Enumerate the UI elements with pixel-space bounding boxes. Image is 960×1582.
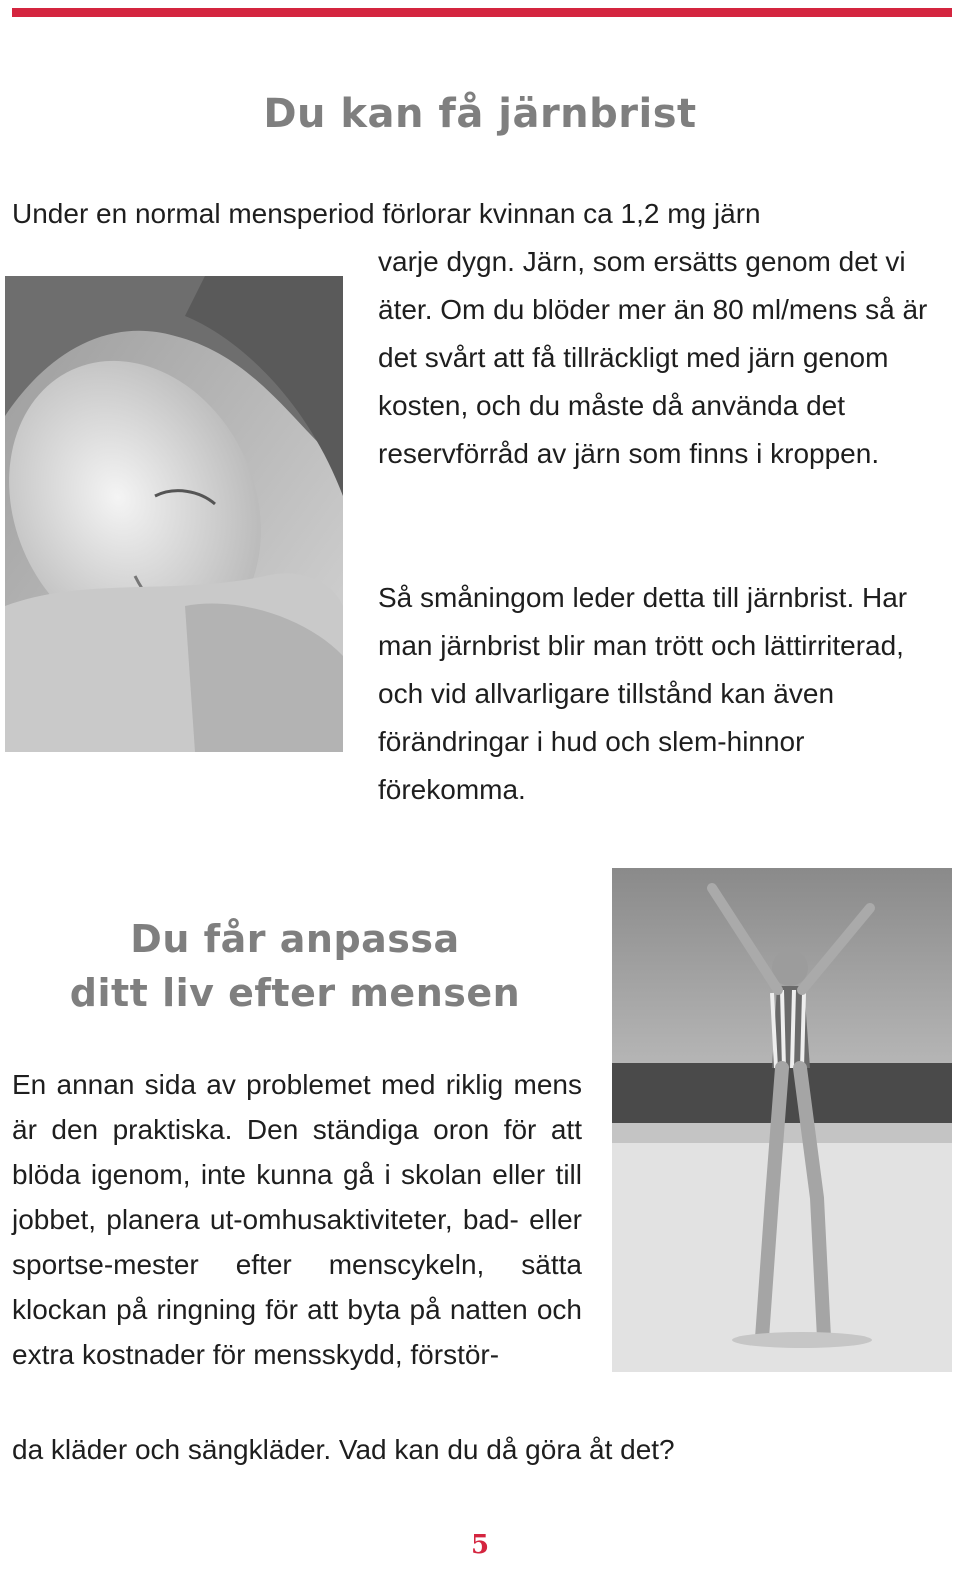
intro-paragraph: varje dygn. Järn, som ersätts genom det vi äter. Om du blöder mer än 80 ml/mens så är det svårt att få tillräckligt med järn genom kosten, och du måste då använda det reservförråd av järn som finns i kroppen. xyxy=(378,246,928,469)
photo-resting-woman xyxy=(5,276,343,752)
heading-adapt-line1: Du får anpassa xyxy=(130,917,460,961)
paragraph-fatigue: Så småningom leder detta till järnbrist. Har man järnbrist blir man trött och lättirriterad, och vid allvarligare tillstånd kan även förändringar i hud och slem-hinnor förekomma. xyxy=(378,582,908,805)
heading-iron-deficiency: Du kan få järnbrist xyxy=(263,91,697,137)
photo-woman-on-beach xyxy=(612,868,952,1372)
paragraph-practical-end: da kläder och sängkläder. Vad kan du då göra åt det? xyxy=(12,1434,675,1465)
intro-first-line: Under en normal mensperiod förlorar kvinnan ca 1,2 mg järn xyxy=(12,198,761,229)
page-number: 5 xyxy=(470,1530,490,1560)
top-accent-rule xyxy=(12,8,952,17)
heading-adapt-line2: ditt liv efter mensen xyxy=(69,971,521,1015)
heading-adapt-life xyxy=(20,912,570,1020)
paragraph-practical: En annan sida av problemet med riklig mens är den praktiska. Den ständiga oron för att blöda igenom, inte kunna gå i skolan eller till jobbet, planera ut-omhusaktiviteter, bad- eller sportse-mester efter menscykeln, sätta klockan på ringning för att byta på natten och extra kostnader för mensskydd, förstör- xyxy=(12,1069,582,1370)
